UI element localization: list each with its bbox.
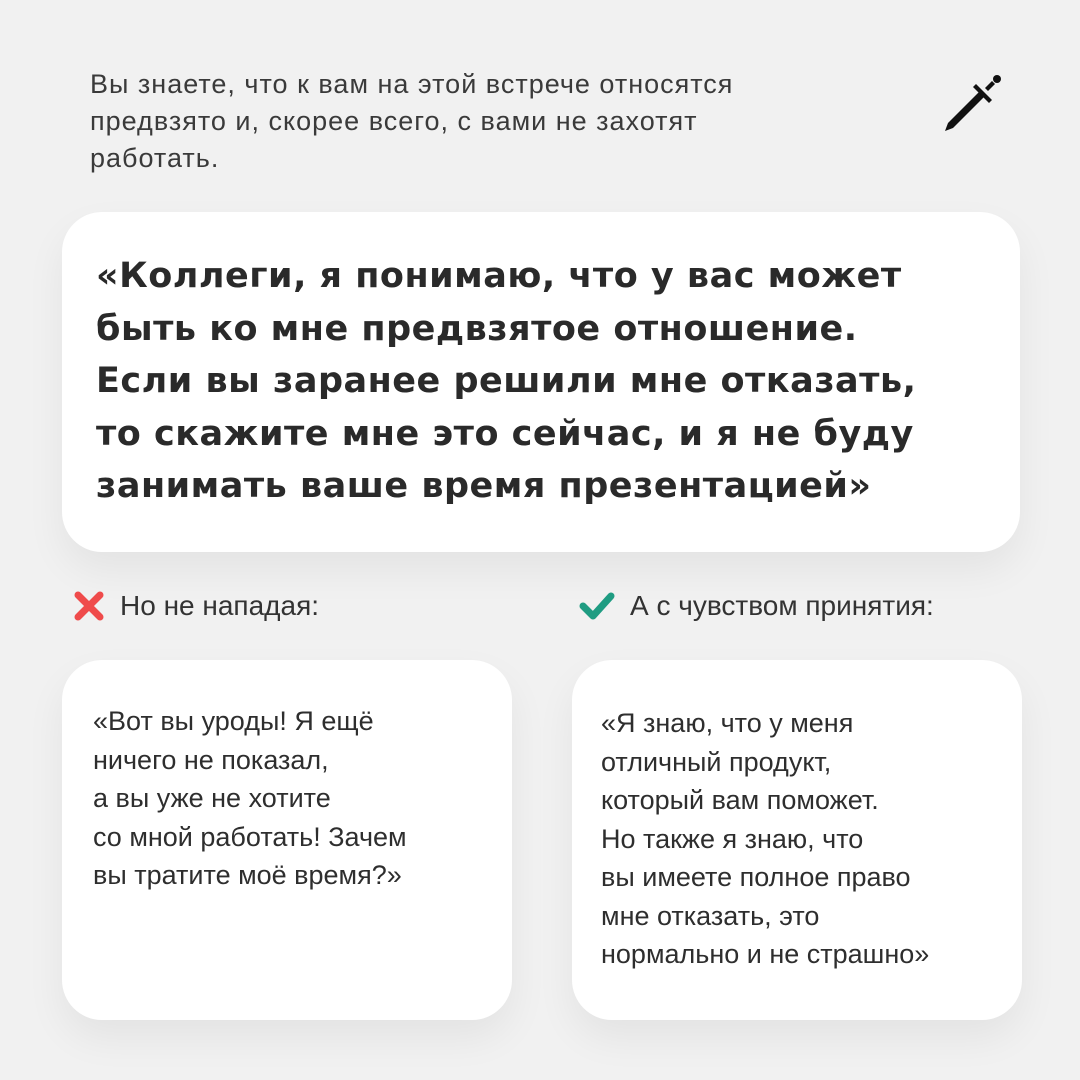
good-example-heading (578, 586, 934, 626)
cross-icon (72, 589, 106, 623)
main-quote-text: «Коллеги, я понимаю, что у вас может быть ко мне предвзятое отношение. Если вы заранее решили мне отказать, то скажите мне это сейчас, и я не буду занимать ваше время презентацией» (96, 256, 917, 506)
bad-example-heading (72, 586, 319, 626)
good-example-quote: «Я знаю, что у меня отличный продукт, который вам поможет. Но также я знаю, что вы имеете полное право мне отказать, это нормально и не страшно» (601, 708, 930, 969)
check-icon (578, 589, 616, 623)
bad-example-card (62, 660, 512, 1020)
good-example-heading-label: А с чувством принятия: (630, 590, 934, 621)
good-example-card (572, 660, 1022, 1020)
bad-example-quote: «Вот вы уроды! Я ещё ничего не показал, а вы уже не хотите со мной работать! Зачем вы тратите моё время?» (93, 706, 407, 890)
sword-icon (940, 70, 1006, 136)
intro-text: Вы знаете, что к вам на этой встрече относятся предвзято и, скорее всего, с вами не захотят работать. (90, 69, 734, 173)
bad-example-heading-label: Но не нападая: (120, 590, 320, 621)
